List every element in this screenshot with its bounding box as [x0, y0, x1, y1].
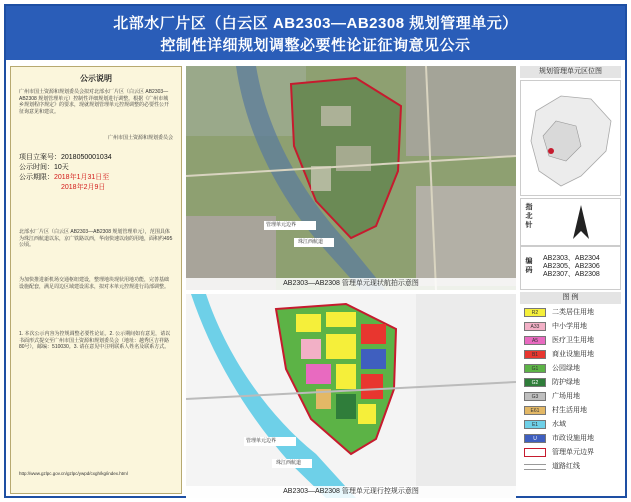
legend-item — [524, 378, 622, 388]
legend-item — [524, 322, 622, 332]
legend-swatch: A33 — [524, 322, 546, 331]
legend-label: 管理单元边界 — [552, 449, 594, 456]
unit-code-line: AB2305、AB2306 — [543, 263, 600, 270]
poster-title-line2: 控制性详细规划调整必要性论证征询意见公示 — [160, 37, 471, 54]
notice-period — [19, 163, 69, 173]
plan-boundary-label: 管理单元边界 — [246, 438, 277, 444]
unit-code-line: AB2303、AB2304 — [543, 255, 600, 262]
north-arrow-panel — [520, 198, 621, 246]
legend-label: 道路红线 — [552, 463, 580, 470]
legend-item — [524, 350, 622, 360]
legend-label: 防护绿地 — [552, 379, 580, 386]
legend-swatch-boundary — [524, 448, 546, 457]
notice-intro: 广州市国土资源和规划委员会拟对北部水厂片区（白云区 AB2303—AB2308 规划管理单元）控制性详细规划进行调整。根据《广州市城乡规划程序规定》的要求，现就规划管理单元控规调整的必要性公开征询意见和建议。 — [19, 89, 170, 115]
plan-water-label: 珠江西航道 — [276, 460, 302, 466]
legend-item — [524, 406, 622, 416]
legend-label: 二类居住用地 — [552, 309, 594, 316]
location-map — [520, 80, 621, 196]
location-map-title: 规划管理单元区位图 — [520, 66, 621, 78]
poster-title-line1: 北部水厂片区（白云区 AB2303—AB2308 规划管理单元） — [113, 15, 518, 32]
legend-label: 公园绿地 — [552, 365, 580, 372]
notice-website: http://www.gzlpc.gov.cn/gzlpc/ywpd/cxgh/kg/index.html — [19, 471, 128, 476]
legend-swatch: A5 — [524, 336, 546, 345]
legend-label: 水域 — [552, 421, 566, 428]
plan-map-caption: AB2303—AB2308 管理单元现行控规示意图 — [186, 486, 516, 498]
legend-swatch-road — [524, 464, 546, 470]
legend-label: 商业设施用地 — [552, 351, 594, 358]
notice-dates-label: 公示期限： — [19, 174, 54, 181]
legend-item — [524, 364, 622, 374]
project-number-value: 2018050001034 — [61, 154, 112, 161]
north-arrow-label: 指北针 — [525, 204, 533, 229]
unit-code-label: 编码 — [525, 258, 533, 274]
legend-item — [524, 392, 622, 402]
legend-label: 医疗卫生用地 — [552, 337, 594, 344]
notice-date-start: 2018年1月31日至 — [54, 174, 110, 181]
legend-item — [524, 308, 622, 318]
poster-header — [6, 6, 625, 60]
notice-scope: 北部水厂片区（白云区 AB2303—AB2308 规划管理单元），范围具体为珠江西航道以东，京广铁路以西，华南快速以南的用地，面积约495公顷。 — [19, 229, 173, 248]
legend-item — [524, 434, 622, 444]
legend-swatch: G2 — [524, 378, 546, 387]
unit-code-line: AB2307、AB2308 — [543, 271, 600, 278]
notice-period-label: 公示时间： — [19, 164, 54, 171]
legend-label: 村生活用地 — [552, 407, 587, 414]
legend-swatch: U — [524, 434, 546, 443]
location-map-graphic — [521, 81, 620, 195]
north-arrow-icon — [571, 205, 591, 241]
legend-item — [524, 462, 622, 472]
project-number — [19, 153, 112, 163]
legend-swatch: G1 — [524, 364, 546, 373]
plan-map — [186, 294, 516, 498]
notice-dates — [19, 173, 109, 183]
legend-swatch: B1 — [524, 350, 546, 359]
notice-poster — [4, 4, 627, 498]
legend-item — [524, 336, 622, 346]
legend-label: 广场用地 — [552, 393, 580, 400]
aerial-map — [186, 66, 516, 290]
unit-code-list — [543, 255, 600, 279]
legend-swatch: E1 — [524, 420, 546, 429]
aerial-water-label: 珠江西航道 — [298, 239, 324, 245]
legend-label: 中小学用地 — [552, 323, 587, 330]
plan-map-graphic — [186, 294, 516, 498]
legend-swatch: R2 — [524, 308, 546, 317]
notice-period-value: 10天 — [54, 164, 69, 171]
aerial-map-caption: AB2303—AB2308 管理单元现状航拍示意图 — [186, 278, 516, 290]
project-number-label: 项目立案号： — [19, 154, 61, 161]
legend-column — [520, 66, 621, 498]
aerial-boundary-label: 管理单元边界 — [266, 222, 297, 228]
aerial-map-graphic — [186, 66, 516, 290]
unit-code-panel — [520, 246, 621, 290]
notice-instructions: 1. 本次公示内容为控规调整必要性论证。2. 公示期间如有意见，请以书面形式提交至广州市国土资源和规划委员会（地址：越秀区吉祥路80号），邮编：510030。3. 请在意见中注明联系人姓名及联系方式。 — [19, 331, 171, 350]
notice-title: 公示说明 — [80, 74, 112, 83]
legend-item — [524, 420, 622, 430]
legend-swatch: E61 — [524, 406, 546, 415]
notice-reason: 为加快推进新机场交通枢纽建设，整理地块现状用地功能，完善基础设施配套，满足周边区域建设需求，拟对本单元控规进行局部调整。 — [19, 277, 170, 290]
legend-swatch: G3 — [524, 392, 546, 401]
notice-date-end: 2018年2月9日 — [61, 184, 106, 191]
legend-item — [524, 448, 622, 458]
legend-label: 市政设施用地 — [552, 435, 594, 442]
notice-panel — [10, 66, 182, 494]
notice-signer: 广州市国土资源和规划委员会 — [107, 135, 173, 141]
legend-title: 图 例 — [520, 292, 621, 304]
